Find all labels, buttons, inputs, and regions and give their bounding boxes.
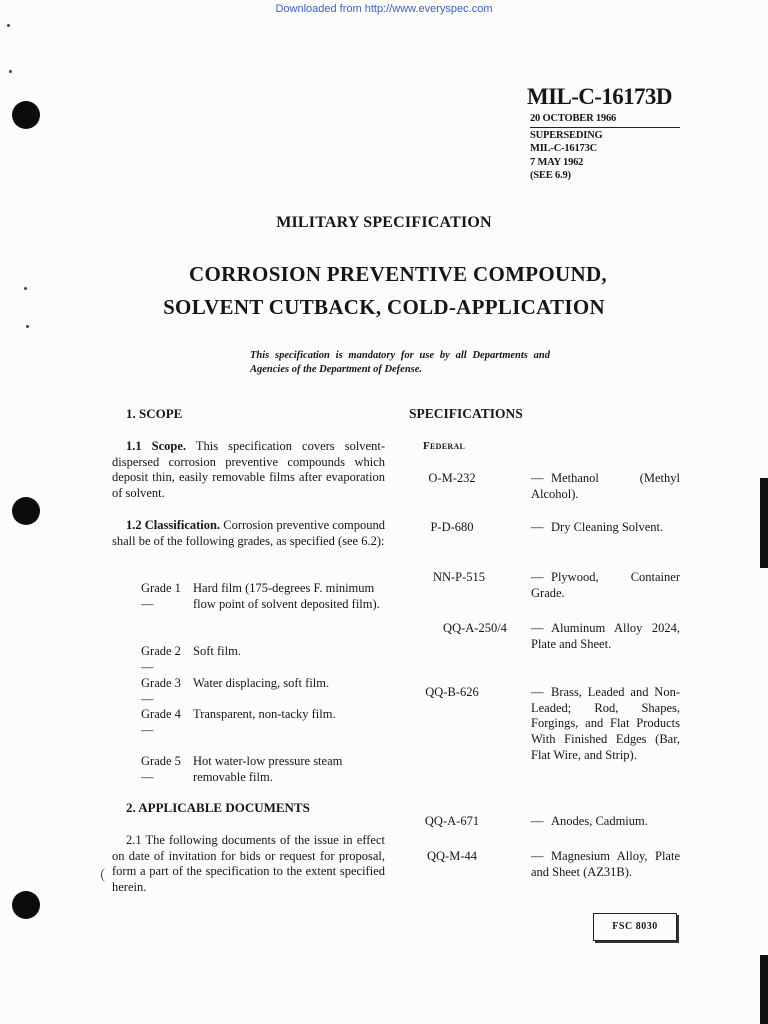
header-meta: [530, 112, 616, 183]
federal-label: Federal: [423, 440, 466, 452]
grade-text: Transparent, non-tacky film.: [193, 707, 336, 721]
grade-label: Grade 2 —: [141, 644, 181, 674]
spec-dash: —: [531, 621, 544, 635]
grade-label: Grade 4 —: [141, 707, 181, 737]
document-title: [0, 258, 768, 324]
spec-description-text: Plywood, Container Grade.: [531, 570, 680, 600]
document-date: 20 OCTOBER 1966: [530, 113, 617, 124]
see-note: (SEE 6.9): [530, 170, 571, 181]
header-rule: [530, 127, 680, 128]
spec-dash: —: [531, 570, 544, 584]
spec-id: QQ-A-250/4: [443, 621, 507, 635]
spec-id: QQ-B-626: [425, 685, 479, 699]
spec-dash: —: [531, 685, 544, 699]
spec-id: P-D-680: [430, 520, 474, 534]
spec-dash: —: [531, 520, 544, 534]
spec-id: NN-P-515: [432, 570, 486, 584]
margin-pencil-mark: [101, 868, 112, 882]
classification-paragraph-lead: 1.2 Classification.: [126, 518, 221, 532]
spec-description-text: Brass, Leaded and Non-Leaded; Rod, Shapes, Forgings, and Flat Products With Finished Edges (Bar, Flat Wire, and Strip).: [531, 685, 680, 762]
binder-hole-bottom: [12, 891, 40, 919]
fsc-box: FSC 8030: [593, 913, 677, 941]
binder-hole-middle: [12, 497, 40, 525]
applicable-documents-heading: 2. APPLICABLE DOCUMENTS: [126, 800, 310, 815]
grade-text: Soft film.: [193, 644, 241, 658]
grade-item: [141, 707, 391, 738]
superseded-date: 7 MAY 1962: [530, 156, 584, 168]
spec-dash: —: [531, 471, 544, 485]
spec-description-text: Dry Cleaning Solvent.: [551, 520, 664, 534]
spec-description: [531, 685, 680, 764]
spec-id: O-M-232: [428, 471, 476, 485]
scope-paragraph-text: This specification covers solvent-dispersed corrosion preventive compounds which deposit thin, easily removable films after evaporation of solvent.: [112, 439, 385, 500]
title-line-1: CORROSION PREVENTIVE COMPOUND,: [189, 262, 607, 286]
scan-speck: [26, 325, 29, 328]
spec-description-text: Magnesium Alloy, Plate and Sheet (AZ31B).: [531, 849, 680, 879]
grade-item: [141, 581, 391, 612]
document-number: MIL-C-16173D: [527, 84, 672, 109]
spec-description-text: Aluminum Alloy 2024, Plate and Sheet.: [531, 621, 680, 651]
superseding-label: SUPERSEDING: [530, 129, 603, 141]
grade-item: [141, 644, 391, 675]
spec-id: QQ-A-671: [424, 814, 480, 828]
classification-paragraph: [112, 518, 385, 549]
superseded-doc: MIL-C-16173C: [530, 143, 598, 154]
grade-label: Grade 1 —: [141, 581, 181, 611]
scope-heading: 1. SCOPE: [126, 406, 183, 421]
title-line-2: SOLVENT CUTBACK, COLD-APPLICATION: [163, 295, 605, 319]
grade-label: Grade 3 —: [141, 676, 181, 706]
scan-speck: [7, 24, 10, 27]
scan-edge-bar: [760, 478, 768, 568]
scan-edge-bar: [760, 955, 768, 1024]
specification-type: MILITARY SPECIFICATION: [276, 214, 492, 231]
download-source-link[interactable]: Downloaded from http://www.everyspec.com: [275, 3, 493, 15]
grade-text: Water displacing, soft film.: [193, 676, 330, 690]
scope-paragraph-lead: 1.1 Scope.: [126, 439, 187, 453]
spec-description: [531, 814, 680, 830]
classification-paragraph-text: Corrosion preventive compound shall be of the following grades, as specified (see 6.2):: [112, 518, 386, 548]
scope-paragraph: [112, 439, 385, 501]
grade-text: Hard film (175-degrees F. minimum flow point of solvent deposited film).: [193, 581, 380, 611]
spec-id: QQ-M-44: [427, 849, 477, 863]
grade-text: Hot water-low pressure steam removable film.: [193, 754, 343, 784]
scan-speck: [9, 70, 12, 73]
specifications-heading: SPECIFICATIONS: [409, 406, 523, 421]
spec-description-text: Anodes, Cadmium.: [551, 814, 648, 828]
spec-description: [531, 520, 680, 536]
grade-item: [141, 754, 391, 785]
spec-dash: —: [531, 814, 544, 828]
grade-label: Grade 5 —: [141, 754, 181, 784]
grade-item: [141, 676, 391, 707]
spec-description: [531, 570, 680, 601]
binder-hole-top: [12, 101, 40, 129]
spec-dash: —: [531, 849, 544, 863]
applicable-documents-paragraph: [112, 833, 385, 895]
applicable-documents-text: 2.1 The following documents of the issue in effect on date of invitation for bids or request for proposal, form a part of the specification to the extent specified herein.: [112, 833, 385, 894]
spec-description-text: Methanol (Methyl Alcohol).: [531, 471, 680, 501]
spec-description: [531, 849, 680, 880]
spec-description: [531, 471, 680, 502]
mandatory-note: This specification is mandatory for use by all Departments and Agencies of the Department of Defense.: [250, 350, 550, 375]
spec-description: [531, 621, 680, 652]
